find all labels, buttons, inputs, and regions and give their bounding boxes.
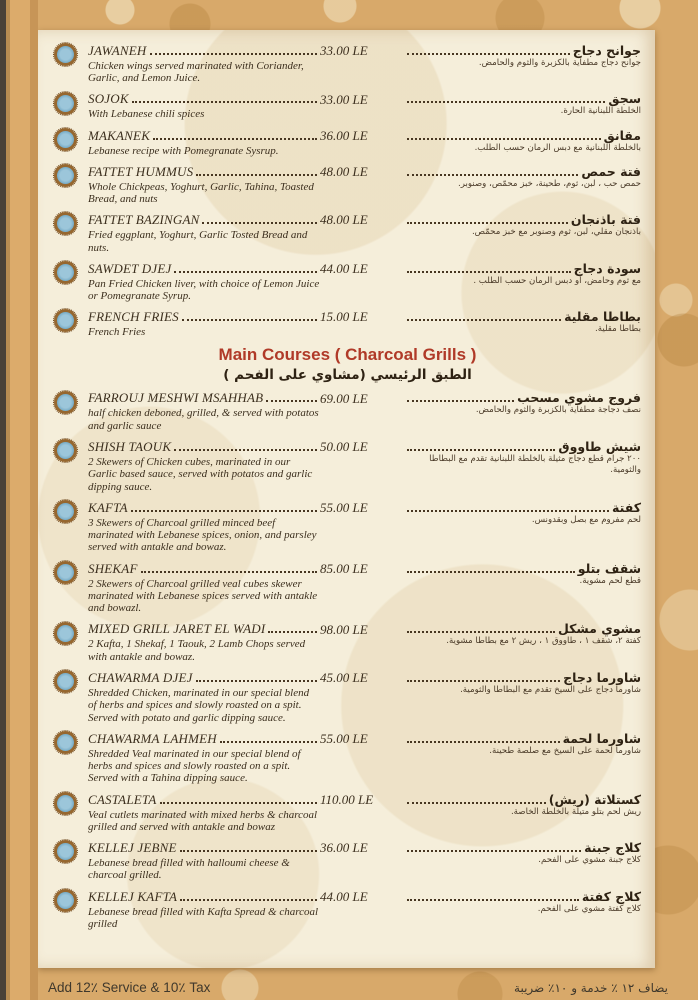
menu-item-row <box>54 730 641 785</box>
item-price: 44.00 LE <box>320 888 368 904</box>
item-desc-ar: حمص حب ، لبن، ثوم، طحينة، خبز محمّص، وصنوبر. <box>457 178 641 189</box>
item-name-en: JAWANEH <box>88 42 147 58</box>
item-name-en: MAKANEK <box>88 127 151 143</box>
footer-note-en: Add 12٪ Service & 10٪ Tax <box>48 980 211 995</box>
item-price: 33.00 LE <box>320 43 368 58</box>
dotted-leader <box>153 127 317 140</box>
dotted-leader <box>407 560 575 573</box>
item-name-ar: شقف بتلو <box>577 560 641 576</box>
item-desc-ar: شاورما لحمة على السيخ مع صلصة طحينة. <box>489 745 641 756</box>
item-arabic-block <box>404 839 641 866</box>
menu-item-row <box>54 560 641 615</box>
item-english-block <box>88 260 320 303</box>
menu-item-row <box>54 260 641 303</box>
item-arabic-block <box>404 308 641 335</box>
item-name-en: FATTET HUMMUS <box>88 163 194 179</box>
menu-item-row <box>54 669 641 724</box>
item-price: 55.00 LE <box>320 730 368 746</box>
item-price: 36.00 LE <box>320 127 368 143</box>
item-english-block <box>88 91 320 121</box>
item-price: 50.00 LE <box>320 439 368 455</box>
item-arabic-block <box>404 621 641 648</box>
item-desc-en: Shredded Veal marinated in our special blend of herbs and spices and slowly roasted on a spit. Served with a Tahina dipping sauce. <box>88 747 301 785</box>
dotted-leader <box>220 730 317 743</box>
item-desc-ar: كلاج جبنة مشوي على الفحم. <box>538 855 641 865</box>
item-icon-cell <box>54 42 88 66</box>
menu-sections <box>54 42 641 930</box>
item-desc-en: French Fries <box>88 326 146 339</box>
restaurant-seal-icon <box>54 670 77 693</box>
item-price: 69.00 LE <box>320 390 368 406</box>
item-icon-cell <box>54 127 88 151</box>
dotted-leader <box>407 42 570 55</box>
item-desc-en: Lebanese bread filled with Kafta Spread & charcoal grilled <box>88 905 319 930</box>
item-icon-cell <box>54 791 88 815</box>
item-desc-ar: ريش لحم بتلو متيلة بالخلطة الخاصة. <box>510 806 641 817</box>
item-english-block <box>88 621 320 664</box>
item-desc-ar: كلاج كفتة مشوي على الفحم. <box>537 903 641 914</box>
item-desc-ar: قطع لحم مشوية. <box>579 575 641 586</box>
menu-item-row <box>54 621 641 664</box>
restaurant-seal-icon <box>54 92 77 115</box>
restaurant-seal-icon <box>54 261 77 284</box>
item-english-block <box>88 669 320 724</box>
dotted-leader <box>407 390 514 403</box>
item-arabic-block <box>404 888 641 915</box>
dotted-leader <box>174 260 317 273</box>
dotted-leader <box>407 438 555 451</box>
item-english-block <box>88 308 320 338</box>
item-arabic-block <box>404 791 641 818</box>
menu-item-row <box>54 888 641 931</box>
item-name-en: MIXED GRILL JARET EL WADI <box>88 621 266 637</box>
item-desc-ar: شاورما دجاج على السيخ تقدم مع البطاطا والثومية. <box>460 684 641 695</box>
item-name-ar: شيش طاووق <box>558 438 641 454</box>
item-name-ar: كستلاتة (ريش) <box>548 791 641 807</box>
item-name-en: KELLEJ JEBNE <box>88 840 177 855</box>
item-desc-en: 2 Skewers of Charcoal grilled veal cubes skewer marinated with Lebanese spices served with antakle and bowazl. <box>88 577 318 615</box>
item-price: 48.00 LE <box>320 212 368 228</box>
item-arabic-block <box>404 390 641 417</box>
item-desc-en: Pan Fried Chicken liver, with choice of Lemon Juice or Pomegranate Syrup. <box>88 277 320 303</box>
item-arabic-block <box>404 730 641 757</box>
restaurant-seal-icon <box>54 561 77 584</box>
menu-item-row <box>54 163 641 206</box>
item-english-block <box>88 730 320 785</box>
menu-item-row <box>54 91 641 121</box>
item-desc-ar: بطاطا مقلية. <box>595 324 641 335</box>
item-icon-cell <box>54 438 88 462</box>
item-price: 98.00 LE <box>320 621 368 637</box>
item-price: 15.00 LE <box>320 309 368 325</box>
dotted-leader <box>407 669 560 682</box>
restaurant-seal-icon <box>54 43 77 66</box>
item-desc-en: Fried eggplant, Yoghurt, Garlic Tosted Bread and nuts. <box>88 229 308 254</box>
item-desc-ar: نصف دجاجة مطفاية بالكزبرة والثوم والحامض. <box>475 405 641 416</box>
restaurant-seal-icon <box>54 731 77 754</box>
item-price: 110.00 LE <box>320 791 374 807</box>
item-price: 55.00 LE <box>320 499 368 515</box>
item-name-en: CHAWARMA LAHMEH <box>88 730 217 746</box>
item-name-en: FARROUJ MESHWI MSAHHAB <box>88 390 264 406</box>
dotted-leader <box>407 839 581 852</box>
item-icon-cell <box>54 91 88 115</box>
item-desc-ar: ٢٠٠ جرام قطع دجاج مثيلة بالخلطة اللبنانية تقدم مع البطاطا والثومية. <box>429 453 641 475</box>
item-name-en: KAFTA <box>88 499 128 515</box>
restaurant-seal-icon <box>54 500 77 523</box>
dotted-leader <box>407 260 571 273</box>
item-name-ar: سجق <box>608 91 641 107</box>
item-arabic-block <box>404 438 641 475</box>
item-name-ar: كلاج جبنة <box>584 840 641 855</box>
item-desc-en: Shredded Chicken, marinated in our special blend of herbs and spices and slowly roasted on a spit. Served with potato and garlic dipping sauce. <box>88 686 310 724</box>
item-icon-cell <box>54 211 88 235</box>
item-name-ar: فتة حمص <box>581 163 641 179</box>
item-icon-cell <box>54 839 88 863</box>
dotted-leader <box>182 308 317 321</box>
item-icon-cell <box>54 888 88 912</box>
item-english-block <box>88 390 320 433</box>
restaurant-seal-icon <box>54 840 77 863</box>
item-desc-en: 2 Kafta, 1 Shekaf, 1 Taouk, 2 Lamb Chops served with antakle and bowaz. <box>88 638 306 663</box>
item-english-block <box>88 438 320 493</box>
dotted-leader <box>132 91 317 104</box>
restaurant-seal-icon <box>54 164 77 187</box>
item-desc-en: Veal cutlets marinated with mixed herbs & charcoal grilled and served with antakle and bowaz <box>88 808 318 833</box>
item-name-ar: جوانح دجاج <box>572 42 641 58</box>
menu-item-row <box>54 42 641 85</box>
item-english-block <box>88 499 320 554</box>
item-english-block <box>88 560 320 615</box>
item-price: 45.00 LE <box>320 670 368 685</box>
item-english-block <box>88 791 320 834</box>
menu-item-row <box>54 791 641 834</box>
restaurant-seal-icon <box>54 622 77 645</box>
item-icon-cell <box>54 621 88 645</box>
item-arabic-block <box>404 211 641 238</box>
dotted-leader <box>180 888 317 901</box>
restaurant-seal-icon <box>54 212 77 235</box>
item-english-block <box>88 888 320 931</box>
dotted-leader <box>407 211 568 224</box>
dotted-leader <box>407 730 560 743</box>
dotted-leader <box>407 888 579 901</box>
item-english-block <box>88 163 320 206</box>
item-icon-cell <box>54 260 88 284</box>
item-desc-ar: باذنجان مقلي، لبن، ثوم وصنوبر مع خبز محمّص. <box>471 227 641 238</box>
item-icon-cell <box>54 499 88 523</box>
item-icon-cell <box>54 730 88 754</box>
item-arabic-block <box>404 260 641 287</box>
item-desc-en: Whole Chickpeas, Yoghurt, Garlic, Tahina, Toasted Bread, and nuts <box>88 180 314 206</box>
section-header <box>54 345 641 383</box>
dotted-leader <box>407 621 555 634</box>
item-name-en: SHISH TAOUK <box>88 438 172 454</box>
dotted-leader <box>407 127 601 140</box>
item-desc-en: Lebanese bread filled with halloumi cheese & charcoal grilled. <box>88 857 290 882</box>
item-arabic-block <box>404 91 641 118</box>
item-name-en: FATTET BAZINGAN <box>88 212 200 228</box>
restaurant-seal-icon <box>54 128 77 151</box>
item-desc-ar: جوانح دجاج مطفاية بالكزبرة والثوم والحامض. <box>478 57 641 68</box>
item-price: 48.00 LE <box>320 163 368 179</box>
item-desc-ar: لحم مفروم مع بصل وبقدونس. <box>531 514 641 525</box>
item-english-block <box>88 211 320 254</box>
item-name-en: SOJOK <box>88 91 129 107</box>
footer-note-ar: يضاف ١٢ ٪ خدمة و ١٠٪ ضريبة <box>514 981 668 995</box>
item-name-ar: بطاطا مقلية <box>564 309 641 325</box>
item-name-en: CASTALETA <box>88 791 157 807</box>
item-name-en: FRENCH FRIES <box>88 309 179 325</box>
item-price: 44.00 LE <box>320 260 368 276</box>
menu-item-row <box>54 499 641 554</box>
item-price: 85.00 LE <box>320 560 368 576</box>
dotted-leader <box>407 499 609 512</box>
section-title-ar: الطبق الرئيسي (مشاوي على الفحم ) <box>223 366 472 383</box>
dotted-leader <box>202 211 317 224</box>
item-english-block <box>88 42 320 85</box>
item-icon-cell <box>54 669 88 693</box>
item-name-ar: سودة دجاج <box>573 260 641 276</box>
item-desc-ar: مع ثوم وحامض، أو دبس الرمان حسب الطلب . <box>473 275 641 286</box>
item-arabic-block <box>404 42 641 69</box>
item-name-ar: مقانق <box>603 127 641 143</box>
restaurant-seal-icon <box>54 889 77 912</box>
binding-edge <box>0 0 38 1000</box>
item-desc-en: Lebanese recipe with Pomegranate Sysrup. <box>88 144 279 157</box>
restaurant-seal-icon <box>54 439 77 462</box>
menu-item-row <box>54 211 641 254</box>
dotted-leader <box>180 839 317 852</box>
item-desc-en: With Lebanese chili spices <box>88 108 205 121</box>
restaurant-seal-icon <box>54 391 77 414</box>
item-name-en: CHAWARMA DJEJ <box>88 669 193 685</box>
menu-item-row <box>54 127 641 157</box>
section-title-en: Main Courses ( Charcoal Grills ) <box>218 344 477 364</box>
item-arabic-block <box>404 499 641 526</box>
item-arabic-block <box>404 560 641 587</box>
restaurant-seal-icon <box>54 792 77 815</box>
dotted-leader <box>268 621 317 634</box>
menu-item-row <box>54 390 641 433</box>
item-desc-en: Chicken wings served marinated with Coriander, Garlic, and Lemon Juice. <box>88 59 304 85</box>
dotted-leader <box>407 91 605 104</box>
item-desc-en: 2 Skewers of Chicken cubes, marinated in our Garlic based sauce, served with potatos and garlic dipping sauce. <box>88 455 313 493</box>
menu-item-row <box>54 438 641 493</box>
dotted-leader <box>141 560 317 573</box>
menu-page <box>38 30 655 968</box>
item-name-ar: شاورما لحمة <box>562 730 641 746</box>
item-english-block <box>88 839 320 882</box>
item-desc-ar: كفتة ٢، شقف ١ ، طاووق ١ ، ريش ٢ مع بطاطا مشوية. <box>446 636 641 647</box>
item-name-ar: شاورما دجاج <box>563 669 641 685</box>
dotted-leader <box>196 163 317 176</box>
item-arabic-block <box>404 127 641 154</box>
menu-item-row <box>54 308 641 338</box>
item-arabic-block <box>404 163 641 190</box>
item-name-ar: مشوي مشكل <box>558 621 641 637</box>
dotted-leader <box>131 499 317 512</box>
item-english-block <box>88 127 320 157</box>
item-name-ar: كلاج كفتة <box>581 888 641 904</box>
dotted-leader <box>407 163 578 176</box>
item-icon-cell <box>54 163 88 187</box>
item-icon-cell <box>54 390 88 414</box>
dotted-leader <box>266 390 317 403</box>
dotted-leader <box>407 308 561 321</box>
item-name-en: SHEKAF <box>88 560 138 576</box>
item-name-ar: فتة باذنجان <box>570 212 641 228</box>
item-icon-cell <box>54 308 88 332</box>
item-name-en: KELLEJ KAFTA <box>88 888 178 904</box>
dotted-leader <box>407 791 546 804</box>
item-name-en: SAWDET DJEJ <box>88 260 172 276</box>
item-price: 33.00 LE <box>320 91 368 107</box>
restaurant-seal-icon <box>54 309 77 332</box>
menu-item-row <box>54 839 641 882</box>
item-name-ar: كفتة <box>612 499 641 515</box>
item-name-ar: فروج مشوي مسحب <box>517 390 641 406</box>
item-desc-en: half chicken deboned, grilled, & served with potatos and garlic sauce <box>88 407 319 432</box>
dotted-leader <box>174 438 317 451</box>
dotted-leader <box>160 791 318 804</box>
item-price: 36.00 LE <box>320 840 368 856</box>
menu-footer <box>48 980 668 996</box>
item-desc-en: 3 Skewers of Charcoal grilled minced beef marinated with Lebanese spices, onion, and parsley served with antakle and bowaz. <box>88 516 317 554</box>
item-desc-ar: الخلطة اللبنانية الحارة. <box>560 106 641 117</box>
dotted-leader <box>150 42 318 55</box>
item-icon-cell <box>54 560 88 584</box>
item-desc-ar: بالخلطة اللبنانية مع دبس الرمان حسب الطلب. <box>474 142 641 153</box>
item-arabic-block <box>404 669 641 696</box>
dotted-leader <box>196 669 317 682</box>
